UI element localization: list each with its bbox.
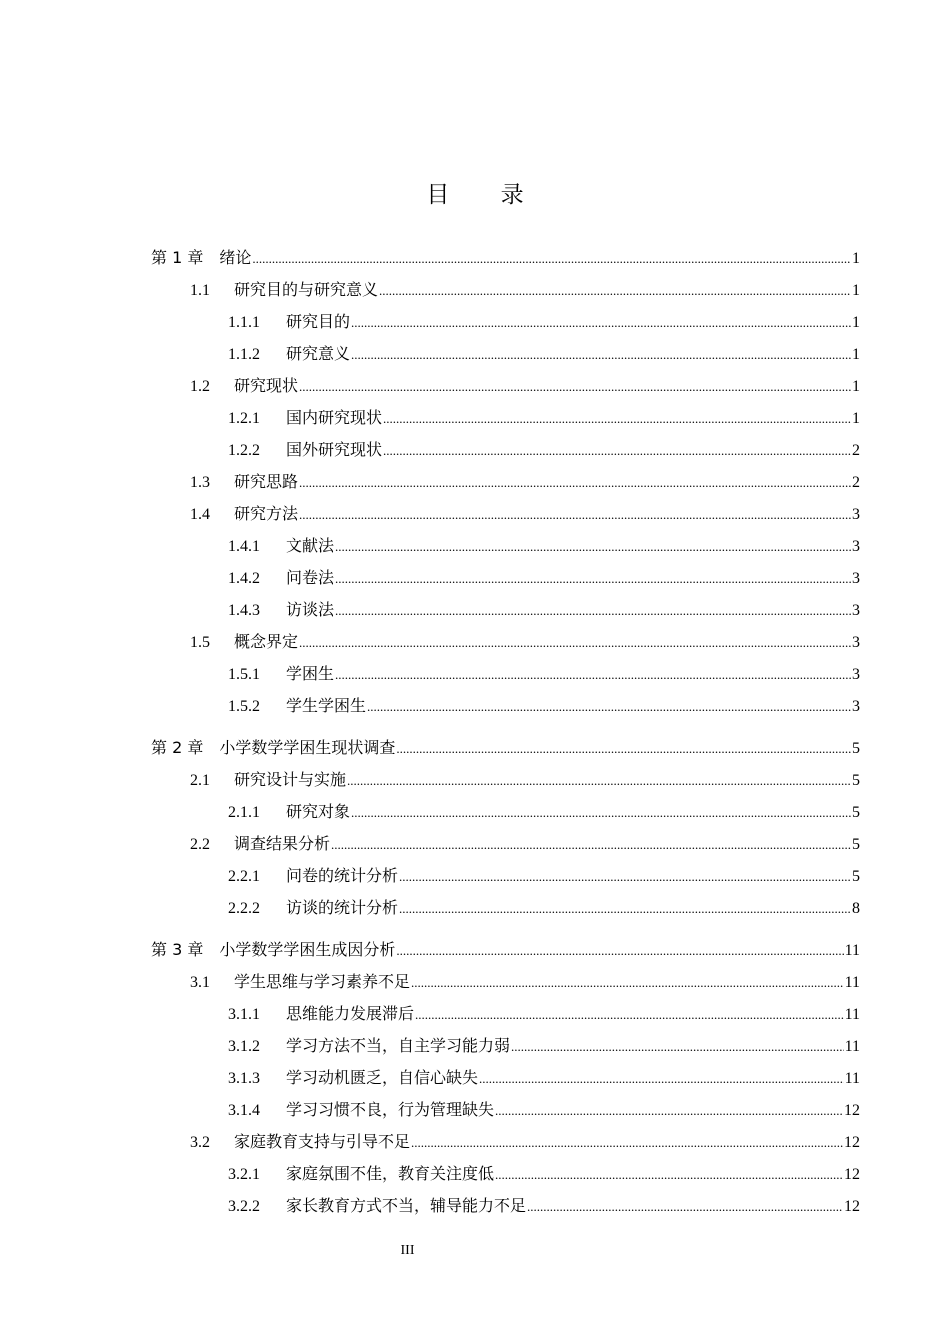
toc-chapter-entry[interactable] [151, 732, 860, 764]
toc-entry-page: 2 [852, 474, 860, 491]
toc-dot-leader [411, 1127, 843, 1159]
toc-dot-leader [351, 797, 851, 829]
toc-entry-label: 学生思维与学习素养不足 [234, 972, 411, 991]
toc-dot-leader [299, 627, 851, 659]
toc-entry-number: 第 2 章 [151, 738, 204, 757]
toc-dot-leader [347, 765, 851, 797]
toc-dot-leader [511, 1031, 844, 1063]
toc-dot-leader [351, 307, 851, 339]
toc-entry-number: 1.4 [190, 506, 210, 523]
toc-entry-label: 研究方法 [234, 504, 299, 523]
toc-subsection-entry[interactable] [151, 892, 860, 924]
toc-entry-number: 第 1 章 [151, 248, 204, 267]
toc-dot-leader [252, 243, 851, 275]
toc-dot-leader [299, 467, 851, 499]
toc-subsection-entry[interactable] [151, 402, 860, 434]
toc-entry-number: 1.3 [190, 474, 210, 491]
toc-dot-leader [335, 595, 851, 627]
toc-entry-number: 3.1.4 [228, 1102, 260, 1119]
toc-entry-label: 国外研究现状 [286, 440, 383, 459]
toc-section-entry[interactable] [151, 764, 860, 796]
toc-dot-leader [335, 531, 851, 563]
toc-entry-label: 研究思路 [234, 472, 299, 491]
toc-chapter-entry[interactable] [151, 242, 860, 274]
toc-entry-label: 问卷的统计分析 [286, 866, 399, 885]
toc-entry-page: 3 [852, 602, 860, 619]
toc-dot-leader [396, 935, 843, 967]
toc-entry-page: 1 [852, 250, 860, 267]
toc-entry-label: 家长教育方式不当，辅导能力不足 [286, 1196, 527, 1215]
table-of-contents [151, 242, 860, 1222]
toc-dot-leader [335, 563, 851, 595]
toc-entry-label: 研究现状 [234, 376, 299, 395]
toc-dot-leader [299, 371, 851, 403]
toc-section-entry[interactable] [151, 498, 860, 530]
toc-dot-leader [335, 659, 851, 691]
page-number-footer: III [400, 1243, 415, 1258]
toc-entry-label: 学生学困生 [286, 696, 367, 715]
toc-section-entry[interactable] [151, 828, 860, 860]
toc-subsection-entry[interactable] [151, 860, 860, 892]
toc-subsection-entry[interactable] [151, 306, 860, 338]
toc-entry-number: 3.1 [190, 974, 210, 991]
toc-entry-page: 8 [852, 900, 860, 917]
toc-entry-label: 研究目的 [286, 312, 351, 331]
toc-dot-leader [411, 967, 844, 999]
toc-entry-label: 研究目的与研究意义 [234, 280, 379, 299]
toc-entry-number: 3.2 [190, 1134, 210, 1151]
toc-subsection-entry[interactable] [151, 562, 860, 594]
toc-entry-page: 12 [844, 1166, 860, 1183]
toc-entry-page: 3 [852, 506, 860, 523]
toc-dot-leader [479, 1063, 844, 1095]
toc-entry-page: 3 [852, 634, 860, 651]
toc-dot-leader [331, 829, 851, 861]
toc-entry-number: 1.4.1 [228, 538, 260, 555]
toc-subsection-entry[interactable] [151, 796, 860, 828]
toc-section-entry[interactable] [151, 370, 860, 402]
toc-subsection-entry[interactable] [151, 530, 860, 562]
toc-entry-label: 访谈的统计分析 [286, 898, 399, 917]
toc-entry-number: 1.5.1 [228, 666, 260, 683]
toc-entry-page: 11 [844, 942, 860, 959]
toc-entry-page: 1 [852, 346, 860, 363]
toc-entry-label: 研究设计与实施 [234, 770, 347, 789]
toc-entry-page: 11 [844, 1006, 860, 1023]
toc-entry-label: 绪论 [219, 248, 252, 267]
toc-entry-page: 5 [852, 772, 860, 789]
toc-entry-number: 2.2.2 [228, 900, 260, 917]
toc-entry-page: 3 [852, 666, 860, 683]
toc-section-entry[interactable] [151, 626, 860, 658]
toc-dot-leader [351, 339, 851, 371]
toc-entry-label: 思维能力发展滞后 [286, 1004, 415, 1023]
toc-subsection-entry[interactable] [151, 1062, 860, 1094]
toc-section-entry[interactable] [151, 966, 860, 998]
toc-entry-number: 2.1 [190, 772, 210, 789]
toc-subsection-entry[interactable] [151, 434, 860, 466]
toc-entry-number: 1.5.2 [228, 698, 260, 715]
toc-subsection-entry[interactable] [151, 998, 860, 1030]
toc-entry-page: 5 [852, 868, 860, 885]
toc-dot-leader [383, 403, 851, 435]
toc-dot-leader [415, 999, 844, 1031]
toc-entry-number: 1.2.2 [228, 442, 260, 459]
toc-dot-leader [399, 861, 851, 893]
toc-subsection-entry[interactable] [151, 1190, 860, 1222]
toc-title: 目 录 [426, 182, 546, 208]
toc-entry-label: 家庭教育支持与引导不足 [234, 1132, 411, 1151]
toc-entry-page: 1 [852, 378, 860, 395]
toc-entry-number: 1.1.2 [228, 346, 260, 363]
toc-entry-label: 问卷法 [286, 568, 335, 587]
toc-entry-page: 2 [852, 442, 860, 459]
toc-entry-page: 12 [844, 1102, 860, 1119]
toc-section-entry[interactable] [151, 1126, 860, 1158]
toc-entry-number: 1.2.1 [228, 410, 260, 427]
toc-dot-leader [527, 1191, 843, 1223]
toc-dot-leader [396, 733, 851, 765]
toc-entry-number: 3.1.1 [228, 1006, 260, 1023]
toc-entry-number: 1.2 [190, 378, 210, 395]
toc-dot-leader [399, 893, 851, 925]
toc-subsection-entry[interactable] [151, 1094, 860, 1126]
toc-entry-label: 学困生 [286, 664, 335, 683]
toc-subsection-entry[interactable] [151, 594, 860, 626]
toc-dot-leader [383, 435, 851, 467]
toc-entry-page: 11 [844, 974, 860, 991]
toc-subsection-entry[interactable] [151, 1030, 860, 1062]
toc-subsection-entry[interactable] [151, 690, 860, 722]
toc-entry-label: 学习习惯不良，行为管理缺失 [286, 1100, 495, 1119]
toc-entry-page: 3 [852, 698, 860, 715]
toc-entry-page: 3 [852, 538, 860, 555]
toc-entry-number: 1.1 [190, 282, 210, 299]
toc-entry-label: 访谈法 [286, 600, 335, 619]
toc-dot-leader [379, 275, 851, 307]
toc-entry-label: 调查结果分析 [234, 834, 331, 853]
toc-entry-number: 2.2.1 [228, 868, 260, 885]
toc-entry-number: 3.2.1 [228, 1166, 260, 1183]
toc-subsection-entry[interactable] [151, 338, 860, 370]
toc-entry-number: 第 3 章 [151, 940, 204, 959]
toc-section-entry[interactable] [151, 466, 860, 498]
toc-entry-number: 2.1.1 [228, 804, 260, 821]
toc-entry-label: 家庭氛围不佳，教育关注度低 [286, 1164, 495, 1183]
toc-entry-number: 2.2 [190, 836, 210, 853]
toc-dot-leader [495, 1159, 843, 1191]
toc-section-entry[interactable] [151, 274, 860, 306]
toc-entry-label: 概念界定 [234, 632, 299, 651]
toc-entry-page: 11 [844, 1070, 860, 1087]
toc-dot-leader [299, 499, 851, 531]
toc-entry-number: 1.4.3 [228, 602, 260, 619]
toc-entry-label: 学习动机匮乏，自信心缺失 [286, 1068, 479, 1087]
toc-dot-leader [367, 691, 851, 723]
toc-entry-page: 12 [844, 1134, 860, 1151]
toc-entry-label: 小学数学学困生成因分析 [219, 940, 396, 959]
toc-entry-number: 1.5 [190, 634, 210, 651]
toc-entry-page: 1 [852, 410, 860, 427]
toc-entry-page: 5 [852, 836, 860, 853]
toc-entry-page: 1 [852, 282, 860, 299]
toc-entry-number: 1.4.2 [228, 570, 260, 587]
toc-entry-label: 文献法 [286, 536, 335, 555]
toc-entry-page: 5 [852, 740, 860, 757]
toc-entry-label: 小学数学学困生现状调查 [219, 738, 396, 757]
toc-subsection-entry[interactable] [151, 658, 860, 690]
toc-entry-label: 研究意义 [286, 344, 351, 363]
toc-entry-page: 12 [844, 1198, 860, 1215]
toc-entry-page: 3 [852, 570, 860, 587]
toc-entry-page: 1 [852, 314, 860, 331]
toc-entry-number: 3.2.2 [228, 1198, 260, 1215]
toc-entry-page: 5 [852, 804, 860, 821]
toc-chapter-entry[interactable] [151, 934, 860, 966]
toc-entry-label: 学习方法不当，自主学习能力弱 [286, 1036, 511, 1055]
toc-entry-number: 3.1.3 [228, 1070, 260, 1087]
toc-subsection-entry[interactable] [151, 1158, 860, 1190]
toc-entry-label: 国内研究现状 [286, 408, 383, 427]
toc-entry-number: 1.1.1 [228, 314, 260, 331]
toc-entry-page: 11 [844, 1038, 860, 1055]
toc-dot-leader [495, 1095, 843, 1127]
toc-entry-label: 研究对象 [286, 802, 351, 821]
toc-entry-number: 3.1.2 [228, 1038, 260, 1055]
